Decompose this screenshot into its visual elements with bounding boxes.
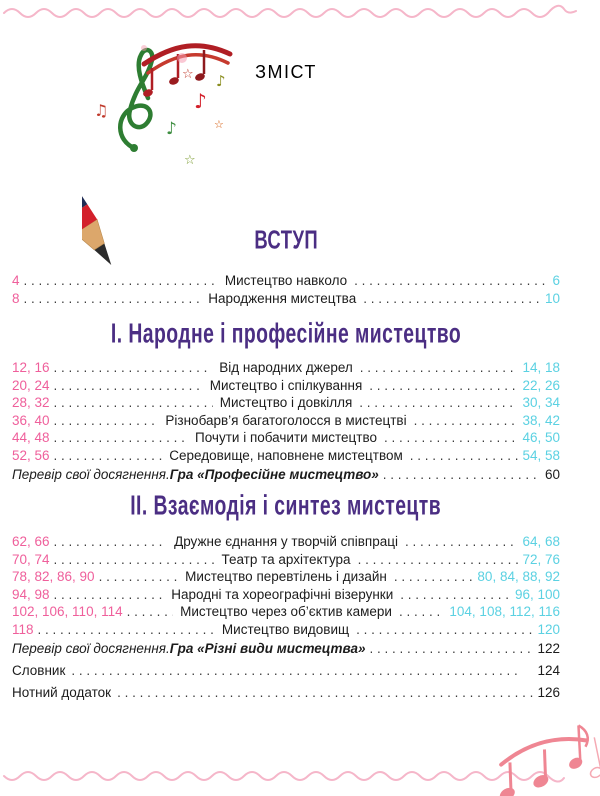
dot-leader <box>356 621 533 639</box>
dot-leader <box>384 429 518 447</box>
music-note-icon: ♪ <box>194 89 207 113</box>
toc-entry-title: Мистецтво перевтілень і дизайн <box>185 569 387 584</box>
dot-leader <box>360 359 519 377</box>
right-page-numbers: 6 <box>552 273 560 288</box>
right-page-numbers: 10 <box>544 290 560 306</box>
right-page-numbers: 72, 76 <box>522 551 561 567</box>
dot-leader <box>369 377 518 395</box>
note-head <box>567 755 584 771</box>
left-page-numbers: 28, 32 <box>12 395 50 410</box>
toc-row <box>12 272 560 290</box>
note-head-outline <box>589 766 600 780</box>
right-page-numbers: 30, 34 <box>522 395 560 410</box>
corner-music-notes <box>492 710 600 796</box>
left-page-numbers: 8 <box>12 290 20 306</box>
toc-entry-title: Почути і побачити мистецтво <box>195 430 377 445</box>
left-page-numbers: 20, 24 <box>12 377 50 393</box>
right-page-numbers: 54, 58 <box>522 447 561 463</box>
section-1-check-line <box>12 466 560 484</box>
top-wavy-border <box>0 2 600 20</box>
left-page-numbers: 94, 98 <box>12 586 50 602</box>
dot-leader <box>383 466 541 484</box>
right-page-numbers: 46, 50 <box>522 430 561 445</box>
dot-leader <box>370 640 534 658</box>
left-page-numbers: 52, 56 <box>12 447 50 463</box>
toc-entry-title: Народження мистецтва <box>208 290 357 306</box>
section-2-check-line <box>12 640 560 658</box>
right-page-numbers: 104, 108, 112, 116 <box>449 604 561 619</box>
toc-row <box>12 568 560 586</box>
toc-row <box>12 429 560 447</box>
dot-leader <box>24 290 202 308</box>
left-page-numbers: 12, 16 <box>12 360 50 375</box>
left-page-numbers: 70, 74 <box>12 551 50 567</box>
toc-row <box>12 662 560 684</box>
right-page-numbers: 14, 18 <box>522 360 560 375</box>
music-note-icon: ♪ <box>216 72 226 90</box>
star-icon: ☆ <box>214 118 224 131</box>
section-2-heading: ІІ. Взаємодія і синтез мистецтв <box>130 489 442 521</box>
note-head <box>498 785 517 796</box>
check-prefix: Перевір свої досягнення. <box>12 641 170 656</box>
dot-leader <box>54 586 165 604</box>
dot-leader <box>24 272 218 290</box>
toc-row <box>12 551 560 569</box>
dot-leader <box>358 551 519 569</box>
dot-leader <box>354 272 548 290</box>
check-game-title: Гра «Професійне мистецтво» <box>169 467 379 482</box>
toc-row <box>12 621 560 639</box>
section-1-heading: І. Народне і професійне мистецтво <box>110 317 462 349</box>
page-number: 126 <box>537 685 560 700</box>
toc-row <box>12 603 560 621</box>
toc-entry-title: Від народних джерел <box>219 360 353 375</box>
toc-entry-title: Театр та архітектура <box>221 551 351 567</box>
toc-row <box>12 359 560 377</box>
check-page-number: 60 <box>544 467 560 482</box>
section-2-rows <box>12 533 560 638</box>
left-page-numbers: 78, 82, 86, 90 <box>12 569 95 584</box>
toc-entry-title: Мистецтво і довкілля <box>219 395 353 410</box>
toc-row <box>12 290 560 308</box>
dot-leader <box>410 447 519 465</box>
dot-leader <box>54 394 213 412</box>
right-page-numbers: 120 <box>537 621 561 637</box>
dot-leader <box>399 603 445 621</box>
dot-leader <box>127 603 173 621</box>
left-page-numbers: 4 <box>12 273 20 288</box>
toc-entry-title: Дружне єднання у творчій співпраці <box>174 534 398 549</box>
page-title: ЗМІСТ <box>255 62 317 82</box>
toc-entry-title: Мистецтво і спілкування <box>209 377 363 393</box>
dot-leader <box>117 684 533 702</box>
music-note-icon: ♫ <box>94 101 109 120</box>
check-page-number: 122 <box>537 641 560 656</box>
right-page-numbers: 64, 68 <box>522 534 561 549</box>
section-1-rows <box>12 359 560 464</box>
right-page-numbers: 38, 42 <box>522 412 561 428</box>
toc-entry-title: Мистецтво через об’єктив камери <box>180 604 392 619</box>
toc-entry-title: Різнобарв’я багатоголосся в мистецтві <box>165 412 407 428</box>
dot-leader <box>394 568 474 586</box>
toc-row <box>12 533 560 551</box>
toc-row <box>12 394 560 412</box>
dot-leader <box>71 662 533 680</box>
toc-entry-title: Нотний додаток <box>12 685 112 700</box>
intro-heading: ВСТУП <box>254 226 318 255</box>
check-prefix: Перевір свої досягнення. <box>12 467 170 482</box>
toc-entry-title: Мистецтво навколо <box>224 273 348 288</box>
dot-leader <box>359 394 518 412</box>
dot-leader <box>54 412 159 430</box>
sparkle-dot <box>141 45 147 51</box>
toc-entry-title: Народні та хореографічні візерунки <box>171 586 394 602</box>
toc-row <box>12 447 560 465</box>
toc-row <box>12 377 560 395</box>
toc-row <box>12 412 560 430</box>
toc-row <box>12 586 560 604</box>
check-game-title: Гра «Різні види мистецтва» <box>169 641 366 656</box>
toc-entry-title: Словник <box>12 663 66 678</box>
star-icon: ☆ <box>182 67 194 82</box>
right-page-numbers: 80, 84, 88, 92 <box>477 569 560 584</box>
dot-leader <box>405 533 519 551</box>
intro-rows <box>12 272 560 307</box>
page-number: 124 <box>537 663 560 678</box>
dot-leader <box>99 568 179 586</box>
dot-leader <box>54 533 168 551</box>
dot-leader <box>363 290 541 308</box>
dot-leader <box>400 586 511 604</box>
music-note-icon: ♪ <box>166 119 177 139</box>
note-head <box>531 773 550 791</box>
star-icon: ☆ <box>184 153 196 168</box>
toc-entry-title: Мистецтво видовищ <box>221 621 350 637</box>
left-page-numbers: 118 <box>12 621 34 637</box>
dot-leader <box>54 429 188 447</box>
dot-leader <box>54 377 203 395</box>
right-page-numbers: 96, 100 <box>514 586 560 602</box>
toc-row <box>12 684 560 706</box>
left-page-numbers: 36, 40 <box>12 412 50 428</box>
toc-entry-title: Середовище, наповнене мистецтвом <box>169 447 403 463</box>
dot-leader <box>54 551 215 569</box>
footer-rows <box>12 662 560 706</box>
dot-leader <box>414 412 519 430</box>
dot-leader <box>54 447 163 465</box>
left-page-numbers: 44, 48 <box>12 430 50 445</box>
dot-leader <box>54 359 213 377</box>
left-page-numbers: 102, 106, 110, 114 <box>12 604 123 619</box>
dot-leader <box>38 621 215 639</box>
left-page-numbers: 62, 66 <box>12 534 50 549</box>
right-page-numbers: 22, 26 <box>522 377 561 393</box>
